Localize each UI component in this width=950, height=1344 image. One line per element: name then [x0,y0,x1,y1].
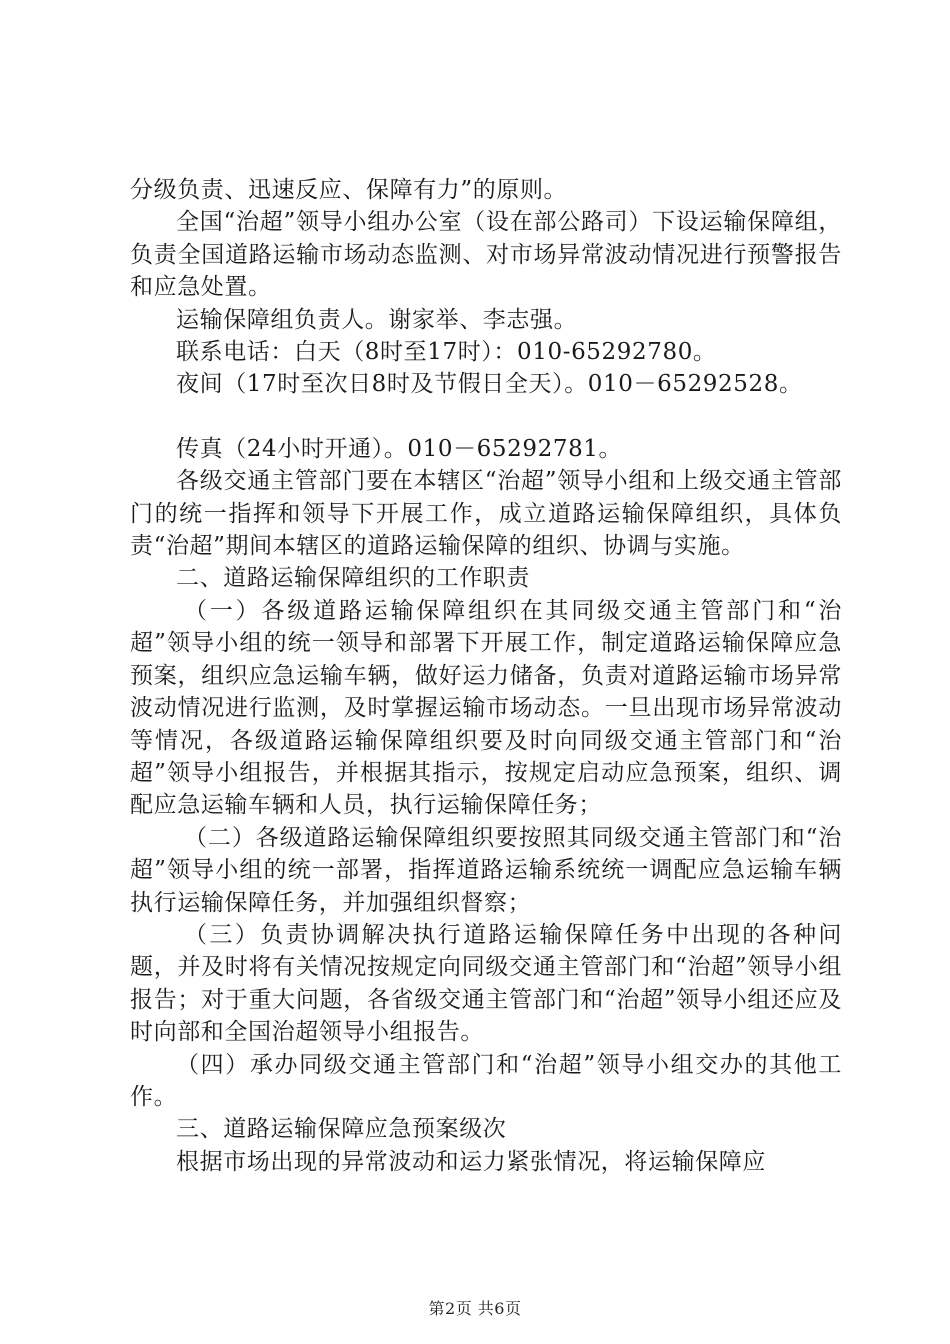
paragraph-night-phone: 夜间（17时至次日8时及节假日全天）。010－65292528。 [176,371,803,398]
paragraph-duty-1: （一）各级道路运输保障组织在其同级交通主管部门和“治超”领导小组的统一领导和部署下开展工作，制定道路运输保障应急预案，组织应急运输车辆，做好运力储备，负责对道路运输市场异常波动情况进行监测，及时掌握运输市场动态。一旦出现市场异常波动等情况，各级道路运输保障组织要及时向同级交通主管部门和“治超”领导小组报告，并根据其指示，按规定启动应急预案，组织、调配应急运输车辆和人员，执行运输保障任务； [130,597,842,819]
paragraph-local-departments: 各级交通主管部门要在本辖区“治超”领导小组和上级交通主管部门的统一指挥和领导下开展工作，成立道路运输保障组织，具体负责“治超”期间本辖区的道路运输保障的组织、协调与实施。 [130,468,842,560]
paragraph-daytime-phone: 联系电话：白天（8时至17时）：010-65292780。 [176,339,717,366]
section-heading-plan-levels: 三、道路运输保障应急预案级次 [176,1116,507,1143]
paragraph-plan-levels: 根据市场出现的异常波动和运力紧张情况，将运输保障应 [176,1148,766,1175]
paragraph-responsible-persons: 运输保障组负责人。谢家举、李志强。 [176,306,578,333]
paragraph-guarantee-group: 全国“治超”领导小组办公室（设在部公路司）下设运输保障组，负责全国道路运输市场动态监测、对市场异常波动情况进行预警报告和应急处置。 [130,209,842,301]
paragraph-duty-3: （三）负责协调解决执行道路运输保障任务中出现的各种问题，并及时将有关情况按规定向同级交通主管部门和“治超”领导小组报告；对于重大问题，各省级交通主管部门和“治超”领导小组还应及时向部和全国治超领导小组报告。 [130,921,842,1046]
document-body [130,174,842,1178]
paragraph-principle: 分级负责、迅速反应、保障有力”的原则。 [130,177,568,203]
paragraph-duty-2: （二）各级道路运输保障组织要按照其同级交通主管部门和“治超”领导小组的统一部署，指挥道路运输系统统一调配应急运输车辆执行运输保障任务，并加强组织督察； [130,824,842,916]
section-heading-duties: 二、道路运输保障组织的工作职责 [176,565,530,592]
paragraph-fax: 传真（24小时开通）。010－65292781。 [176,435,623,462]
paragraph-duty-4: （四）承办同级交通主管部门和“治超”领导小组交办的其他工作。 [130,1051,842,1110]
page-number-footer: 第2页 共6页 [428,1299,522,1318]
